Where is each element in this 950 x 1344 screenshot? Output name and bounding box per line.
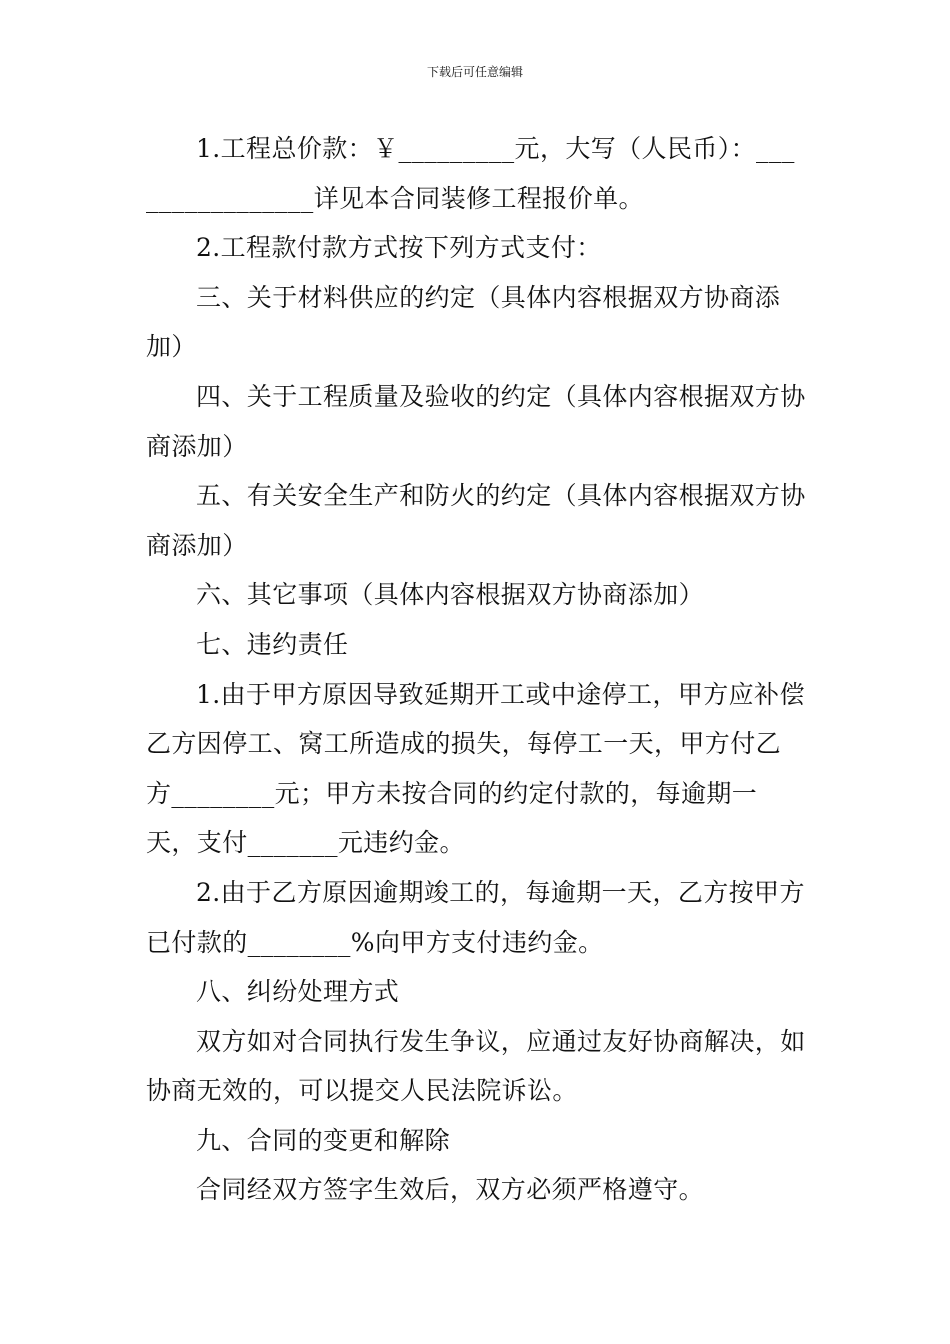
section-four-quality: 四、关于工程质量及验收的约定（具体内容根据双方协商添加） xyxy=(146,381,806,461)
section-seven-heading: 七、违约责任 xyxy=(196,629,349,659)
section-five-safety: 五、有关安全生产和防火的约定（具体内容根据双方协商添加） xyxy=(146,481,806,560)
section-six-other: 六、其它事项（具体内容根据双方协商添加） xyxy=(196,580,705,610)
page-header: 下载后可任意编辑 xyxy=(426,65,523,79)
payment-method-clause: 2.工程款付款方式按下列方式支付： xyxy=(196,233,602,263)
breach-clause-party-b: 2.由于乙方原因逾期竣工的，每逾期一天，乙方按甲方已付款的________%向甲方支付违约金。 xyxy=(146,877,805,957)
price-clause: 1.工程总价款：￥_________元，大写（人民币）：________________详见本合同装修工程报价单。 xyxy=(146,134,795,213)
document-body xyxy=(146,124,806,1215)
section-nine-heading: 九、合同的变更和解除 xyxy=(196,1125,451,1155)
section-eight-heading: 八、纠纷处理方式 xyxy=(196,977,400,1007)
contract-change-clause: 合同经双方签字生效后，双方必须严格遵守。 xyxy=(196,1175,705,1205)
section-three-materials: 三、关于材料供应的约定（具体内容根据双方协商添加） xyxy=(146,282,781,362)
breach-clause-party-a: 1.由于甲方原因导致延期开工或中途停工，甲方应补偿乙方因停工、窝工所造成的损失，每停工一天，甲方付乙方________元；甲方未按合同的约定付款的，每逾期一天，支付_______元违约金。 xyxy=(146,679,805,858)
dispute-clause: 双方如对合同执行发生争议，应通过友好协商解决，如协商无效的，可以提交人民法院诉讼。 xyxy=(146,1026,806,1106)
